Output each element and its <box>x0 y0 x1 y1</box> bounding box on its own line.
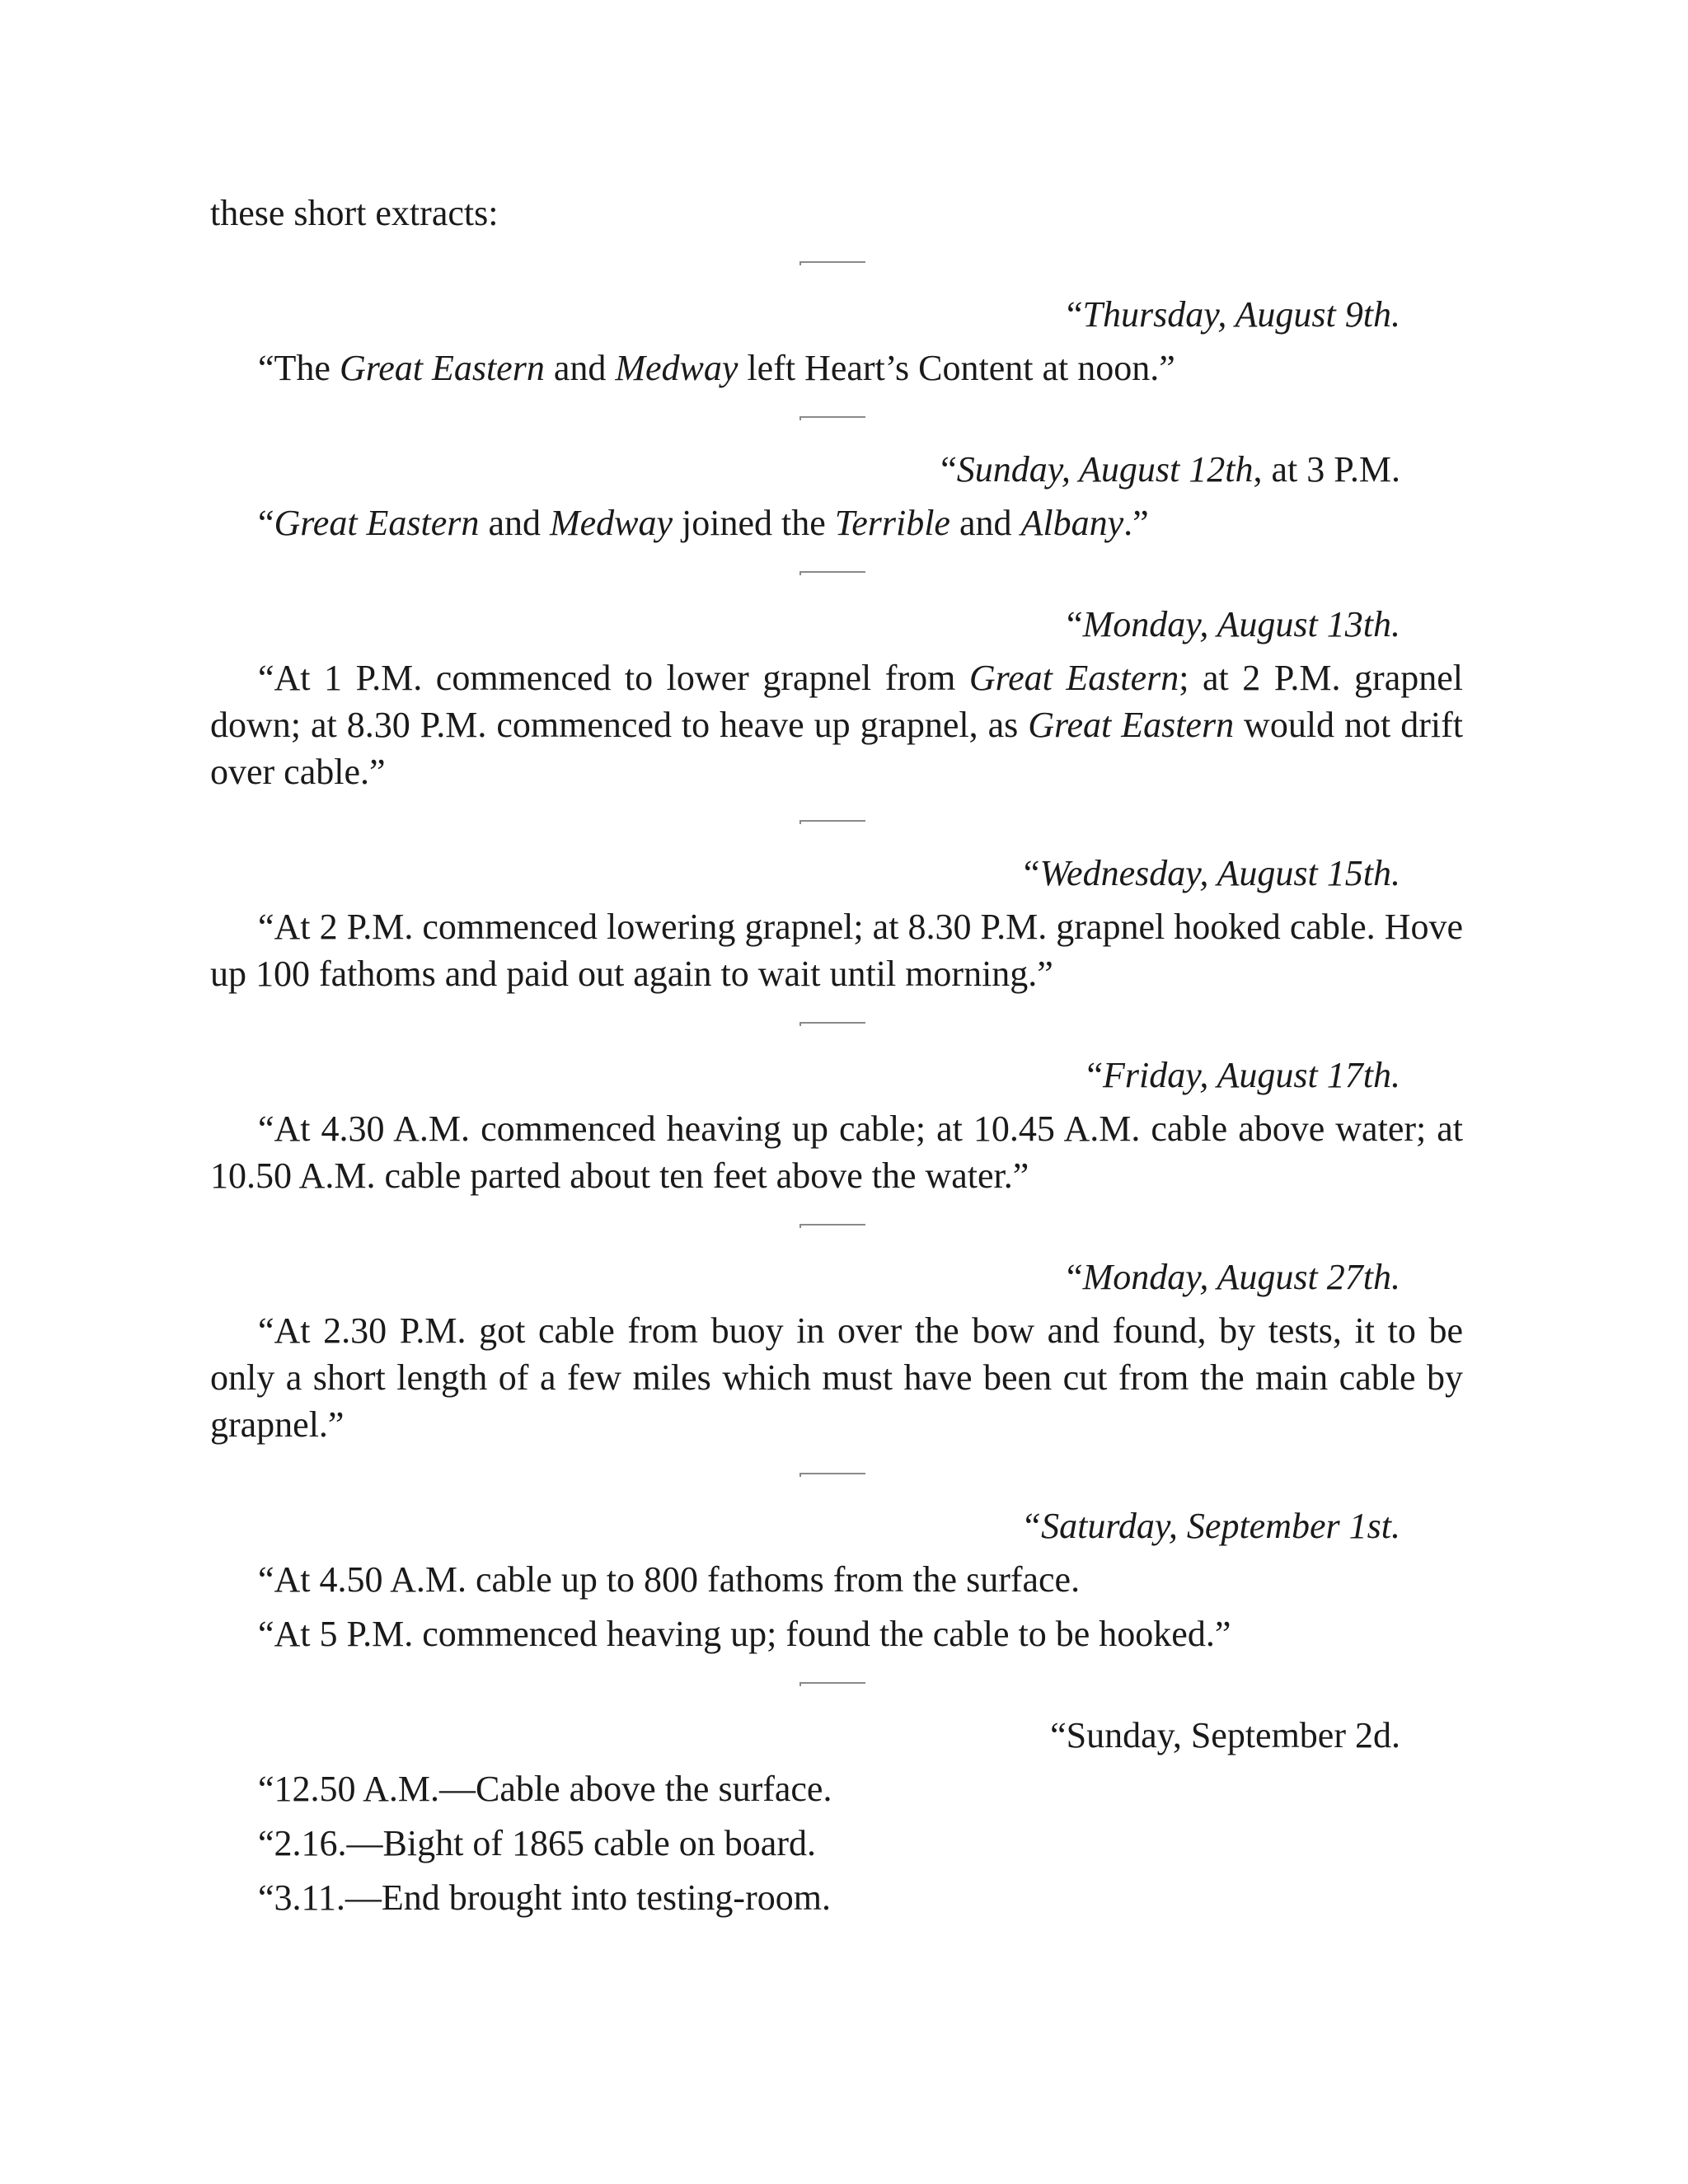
section-divider <box>799 1680 865 1687</box>
log-entry <box>210 1502 1463 1657</box>
intro-line: these short extracts: <box>210 193 499 233</box>
text-run: ; at 2 P.M. grapnel down; at 8.30 P.M. commenced to heave up grapnel, as <box>210 658 1463 745</box>
text-run: “ <box>1067 1257 1083 1297</box>
text-run: “ <box>1086 1055 1104 1095</box>
italic-run: Medway <box>615 348 738 388</box>
text-run: “At 2 P.M. commenced lowering grapnel; at 8.30 P.M. grapnel hooked cable. Hove up 100 fathoms and paid out again to wait until morning.” <box>210 907 1463 994</box>
italic-run: Monday, August 27th. <box>1082 1257 1400 1297</box>
entry-date <box>210 601 1463 648</box>
section-divider <box>799 415 865 421</box>
italic-run: Thursday, August 9th. <box>1082 294 1400 335</box>
section-divider <box>799 1020 865 1027</box>
section-divider <box>799 1471 865 1478</box>
text-run: and <box>479 503 550 543</box>
text-run: “ <box>1067 604 1083 644</box>
page-body <box>210 190 1463 1944</box>
log-entry <box>210 1712 1463 1921</box>
italic-run: Sunday, August 12th <box>956 449 1254 490</box>
entry-date <box>210 1502 1463 1549</box>
text-run: “Sunday, September 2d. <box>1050 1715 1400 1755</box>
italic-run: “Saturday, September 1st. <box>1020 1506 1400 1546</box>
section-divider <box>799 569 865 576</box>
entry-date <box>210 1712 1463 1759</box>
entry-text <box>210 1765 1463 1812</box>
log-entry <box>210 601 1463 795</box>
italic-run: Great Eastern <box>339 348 545 388</box>
entry-text <box>210 1610 1463 1657</box>
text-run: and <box>544 348 616 388</box>
log-entries <box>210 260 1463 1921</box>
text-run: “At 4.30 A.M. commenced heaving up cable; at 10.45 A.M. cable above water; at 10.50 A.M. cable parted about ten feet above the water.” <box>210 1108 1463 1196</box>
text-run: “The <box>258 348 340 388</box>
italic-run: Monday, August 13th. <box>1082 604 1400 644</box>
log-entry <box>210 291 1463 391</box>
italic-run: Great Eastern <box>1028 705 1235 745</box>
text-run: “At 1 P.M. commenced to lower grapnel from <box>258 658 969 698</box>
text-run: “ <box>1066 294 1083 335</box>
text-run: and <box>950 503 1021 543</box>
italic-run: Friday, August 17th. <box>1103 1055 1400 1095</box>
section-divider <box>799 1222 865 1229</box>
text-run: “ <box>1023 853 1040 893</box>
italic-run: Wednesday, August 15th. <box>1039 853 1400 893</box>
section-divider <box>799 260 865 266</box>
text-run: “At 4.50 A.M. cable up to 800 fathoms from the surface. <box>258 1559 1081 1600</box>
entry-date <box>210 291 1463 338</box>
entry-text <box>210 654 1463 795</box>
section-divider <box>799 818 865 825</box>
entry-date <box>210 850 1463 897</box>
text-run: “At 2.30 P.M. got cable from buoy in over the bow and found, by tests, it to be only a short length of a few miles which must have been cut from the main cable by grapnel.” <box>210 1310 1463 1445</box>
text-run: joined the <box>673 503 835 543</box>
entry-text <box>210 1874 1463 1921</box>
text-run: .” <box>1123 503 1149 543</box>
entry-text <box>210 1307 1463 1448</box>
entry-date <box>210 1052 1463 1099</box>
text-run: “2.16.—Bight of 1865 cable on board. <box>258 1823 816 1863</box>
entry-text <box>210 1556 1463 1603</box>
text-run: “3.11.—End brought into testing-room. <box>258 1877 831 1918</box>
text-run: “12.50 A.M.—Cable above the surface. <box>258 1769 832 1809</box>
text-run: “At 5 P.M. commenced heaving up; found the cable to be hooked.” <box>258 1614 1231 1654</box>
italic-run: Great Eastern <box>274 503 480 543</box>
italic-run: Terrible <box>834 503 950 543</box>
entry-text <box>210 344 1463 391</box>
entry-text <box>210 903 1463 997</box>
entry-text <box>210 499 1463 546</box>
text-run: “ <box>258 503 274 543</box>
text-run: , at 3 P.M. <box>1253 449 1400 490</box>
entry-text <box>210 1105 1463 1199</box>
log-entry <box>210 1254 1463 1448</box>
text-run: “ <box>940 449 957 490</box>
italic-run: Medway <box>549 503 673 543</box>
text-run: would not drift over cable.” <box>210 705 1463 792</box>
log-entry <box>210 1052 1463 1199</box>
entry-date <box>210 446 1463 493</box>
italic-run: Great Eastern <box>968 658 1179 698</box>
log-entry <box>210 446 1463 546</box>
entry-text <box>210 1820 1463 1867</box>
italic-run: Albany <box>1020 503 1124 543</box>
entry-date <box>210 1254 1463 1301</box>
text-run: left Heart’s Content at noon.” <box>738 348 1175 388</box>
log-entry <box>210 850 1463 997</box>
